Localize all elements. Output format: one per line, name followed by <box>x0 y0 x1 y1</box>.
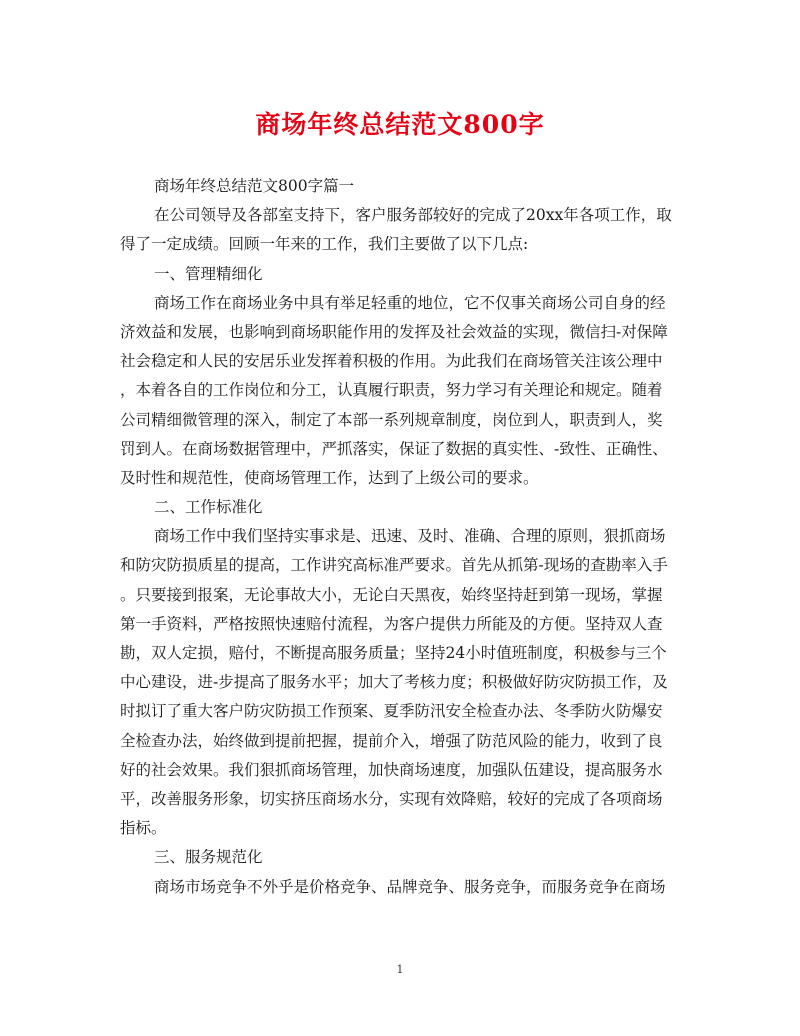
document-body <box>120 172 690 902</box>
text-line: 在公司领导及各部室支持下，客户服务部较好的完成了20xx年各项工作，取 <box>154 206 672 225</box>
text-line: 指标。 <box>120 819 167 838</box>
text-line: 平，改善服务形象，切实挤压商场水分，实现有效降赔，较好的完成了各项商场 <box>120 789 663 808</box>
text-line: 二、工作标准化 <box>154 498 263 517</box>
text-line: 得了一定成绩。回顾一年来的工作，我们主要做了以下几点: <box>120 235 529 254</box>
text-line: 时拟订了重大客户防灾防损工作预案、夏季防汛安全检查办法、冬季防火防爆安 <box>120 702 663 721</box>
document-title: 商场年终总结范文800字 <box>255 110 545 139</box>
text-line: 商场年终总结范文800字篇一 <box>154 177 355 195</box>
text-line: 及时性和规范性，使商场管理工作，达到了上级公司的要求。 <box>120 468 539 487</box>
text-line: 一、管理精细化 <box>154 264 263 283</box>
text-line: 和防灾防损质星的提高，工作讲究高标准严要求。首先从抓第-现场的查勘率入手 <box>120 556 668 575</box>
text-line: 商场工作中我们坚持实事求是、迅速、及时、准确、合理的原则，狠抓商场 <box>154 527 666 546</box>
text-line: 济效益和发展，也影响到商场职能作用的发挥及社会效益的实现，微信扫-对保障 <box>120 322 668 341</box>
text-line: 第一手资料，严格按照快速赔付流程，为客户提供力所能及的方便。坚持双人查 <box>120 614 663 633</box>
text-line: 社会稳定和人民的安居乐业发挥着积极的作用。为此我们在商场管关注该公理中 <box>120 352 663 371</box>
text-line: 公司精细微管理的深入，制定了本部一系列规章制度，岗位到人，职责到人，奖 <box>120 410 663 429</box>
text-line: 全检查办法，始终做到提前把握，提前介入，增强了防范风险的能力，收到了良 <box>120 731 663 750</box>
text-line: 。只要接到报案，无论事故大小，无论白天黑夜，始终坚持赶到第一现场，掌握 <box>120 585 663 604</box>
text-line: 好的社会效果。我们狠抓商场管理，加快商场速度，加强队伍建设，提高服务水 <box>120 760 663 779</box>
text-line: 罚到人。在商场数据管理中，严抓落实，保证了数据的真实性、-致性、正确性、 <box>120 439 668 458</box>
text-line: 商场市场竞争不外乎是价格竞争、品牌竞争、服务竞争，而服务竞争在商场 <box>154 877 666 896</box>
text-line: 三、服务规范化 <box>154 848 263 867</box>
text-line: 商场工作在商场业务中具有举足轻重的地位，它不仅事关商场公司自身的经 <box>154 293 666 312</box>
page-number: 1 <box>396 963 404 976</box>
text-line: 勘，双人定损，赔付，不断提高服务质量；坚持24小时值班制度，积极参与三个 <box>120 644 667 662</box>
text-line: ，本着各自的工作岗位和分工，认真履行职责，努力学习有关理论和规定。随着 <box>120 381 663 400</box>
text-line: 中心建设，进-步提高了服务水平；加大了考核力度；积极做好防灾防损工作，及 <box>120 673 668 692</box>
